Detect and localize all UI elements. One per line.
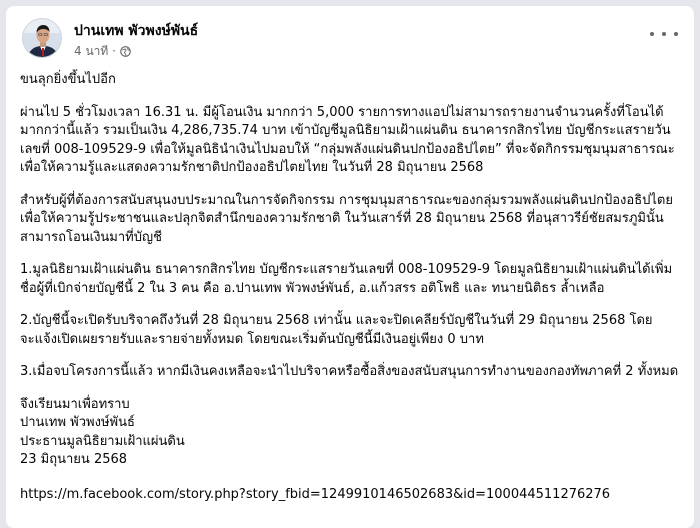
author-avatar[interactable] bbox=[22, 18, 62, 58]
story-link-container bbox=[20, 486, 682, 505]
post-paragraph-4: 2.บัญชีนี้จะเปิดรับบริจาคถึงวันที่ 28 มิถุนายน 2568 เท่านั้น และจะปิดเคลียร์บัญชีในวันที่ 29 มิถุนายน 2568 โดยจะแจ้งเปิดเผยรายรับและรายจ่ายทั้งหมด โดยขณะเริ่มต้นบัญชีนี้มีเงินอยู่เพียง 0 บาท bbox=[20, 313, 653, 347]
profile-photo bbox=[23, 19, 62, 58]
facebook-post-card bbox=[6, 6, 694, 528]
signature-line-1: จึงเรียนมาเพื่อทราบ bbox=[20, 396, 130, 412]
more-dot bbox=[674, 32, 678, 36]
more-dot bbox=[662, 32, 666, 36]
globe-icon[interactable] bbox=[120, 46, 131, 57]
post-paragraph-5: 3.เมื่อจบโครงการนี้แล้ว หากมีเงินคงเหลือจะนำไปบริจาคหรือซื้อสิ่งของสนับสนุนการทำงานของกองทัพภาคที่ 2 ทั้งหมด bbox=[20, 364, 679, 379]
more-options-icon[interactable] bbox=[650, 24, 678, 44]
signature-title: ประธานมูลนิธิยามเฝ้าแผ่นดิน bbox=[20, 433, 185, 449]
post-content bbox=[20, 71, 682, 504]
signature-date: 23 มิถุนายน 2568 bbox=[20, 452, 128, 467]
post-paragraph-2: สำหรับผู้ที่ต้องการสนับสนุนงบประมาณในการจัดกิจกรรม การชุมนุมสาธารณะของกลุ่มรวมพลังแผ่นดินปกป้องอธิปไตย เพื่อให้ความรู้ประชาชนและปลุกจิตสำนึกของความรักชาติ ในวันเสาร์ที่ 28 มิถุนายน 2568 ที่อนุสาวรีย์ชัยสมรภูมินั้น สามารถโอนเงินมาที่บัญชี bbox=[20, 192, 673, 245]
story-link[interactable]: https://m.facebook.com/story.php?story_fbid=1249910146502683&id=100044511276276 bbox=[20, 486, 611, 502]
more-dot bbox=[650, 32, 654, 36]
post-paragraph-1: ผ่านไป 5 ชั่วโมงเวลา 16.31 น. มีผู้โอนเงิน มากกว่า 5,000 รายการทางแอปไม่สามารถรายงานจำนวนครั้งที่โอนได้มากกว่านี้แล้ว รวมเป็นเงิน 4,286,735.74 บาท เข้าบัญชีมูลนิธิยามเฝ้าแผ่นดิน ธนาคารกสิกรไทย บัญชีกระแสรายวันเลขที่ 008-109529-9 เพื่อให้มูลนิธินำเงินไปมอบให้ “กลุ่มพลังแผ่นดินปกป้องอธิปไตย” ที่จะจัดกิกรรมชุมนุมสาธารณะเพื่อให้ความรู้และแสดงความรักชาติปกป้องอธิปไตยไทย ในวันที่ 28 มิถุนายน 2568 bbox=[20, 104, 675, 175]
signature-block bbox=[20, 396, 682, 470]
post-paragraph-3: 1.มูลนิธิยามเฝ้าแผ่นดิน ธนาคารกสิกรไทย บัญชีกระแสรายวันเลขที่ 008-109529-9 โดยมูลนิธิยามเฝ้าแผ่นดินได้เพิ่มชื่อผู้ที่เบิกจ่ายบัญชีนี้ 2 ใน 3 คน คือ อ.ปานเทพ พัวพงษ์พันธ์, อ.แก้วสรร อติโพธิ และ ทนายนิติธร ล้ำเหลือ bbox=[20, 262, 673, 296]
post-intro: ขนลุกยิ่งขึ้นไปอีก bbox=[20, 72, 116, 87]
signature-name: ปานเทพ พัวพงษ์พันธ์ bbox=[20, 415, 135, 430]
post-header bbox=[22, 18, 678, 64]
post-meta bbox=[74, 42, 131, 61]
author-name[interactable]: ปานเทพ พัวพงษ์พันธ์ bbox=[74, 23, 199, 39]
post-time[interactable]: 4 นาที · bbox=[74, 44, 116, 58]
